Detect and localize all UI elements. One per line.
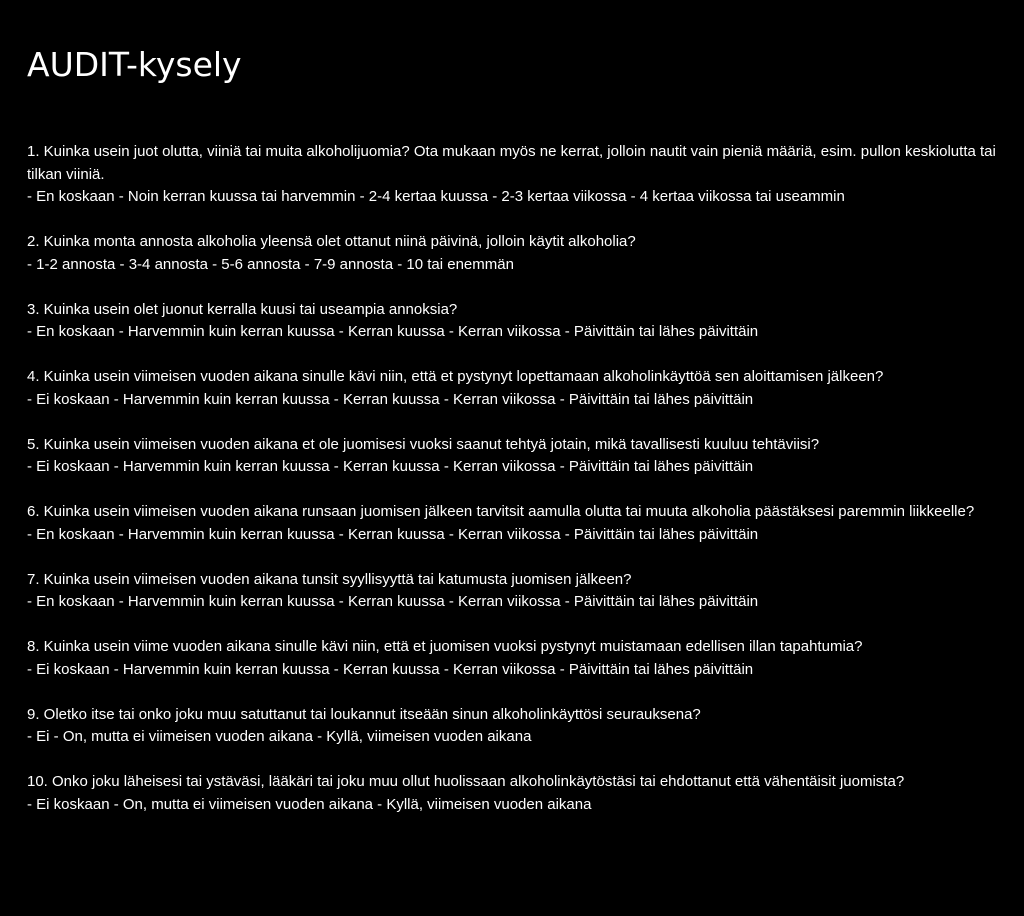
answer-options: - Ei koskaan - Harvemmin kuin kerran kuussa - Kerran kuussa - Kerran viikossa - Päivittäin tai lähes päivittäin xyxy=(27,660,754,678)
question-text: 10. Onko joku läheisesi tai ystäväsi, lääkäri tai joku muu ollut huolissaan alkoholinkäytöstäsi tai ehdottanut että vähentäisit juomista? xyxy=(27,773,905,790)
answer-options: - Ei koskaan - Harvemmin kuin kerran kuussa - Kerran kuussa - Kerran viikossa - Päivittäin tai lähes päivittäin xyxy=(27,458,754,475)
answer-options: - Ei - On, mutta ei viimeisen vuoden aikana - Kyllä, viimeisen vuoden aikana xyxy=(27,728,532,745)
answer-options: - Ei koskaan - On, mutta ei viimeisen vuoden aikana - Kyllä, viimeisen vuoden aikana xyxy=(27,795,592,813)
question-list xyxy=(27,141,1012,839)
question-5 xyxy=(27,434,1012,479)
question-text: 6. Kuinka usein viimeisen vuoden aikana runsaan juomisen jälkeen tarvitsit aamulla olutta tai muuta alkoholia päästäksesi paremmin liikkeelle? xyxy=(27,503,975,520)
answer-options: - En koskaan - Harvemmin kuin kerran kuussa - Kerran kuussa - Kerran viikossa - Päivittäin tai lähes päivittäin xyxy=(27,593,759,610)
question-4 xyxy=(27,366,1012,411)
answer-options: - 1-2 annosta - 3-4 annosta - 5-6 annosta - 7-9 annosta - 10 tai enemmän xyxy=(27,255,514,273)
answer-options: - En koskaan - Harvemmin kuin kerran kuussa - Kerran kuussa - Kerran viikossa - Päivittäin tai lähes päivittäin xyxy=(27,525,759,543)
answer-options: - En koskaan - Harvemmin kuin kerran kuussa - Kerran kuussa - Kerran viikossa - Päivittäin tai lähes päivittäin xyxy=(27,323,759,340)
question-text: 4. Kuinka usein viimeisen vuoden aikana sinulle kävi niin, että et pystynyt lopettamaan alkoholinkäyttöä sen aloittamisen jälkeen? xyxy=(27,368,884,385)
question-6 xyxy=(27,501,1012,546)
question-text: 1. Kuinka usein juot olutta, viiniä tai muita alkoholijuomia? Ota mukaan myös ne kerrat, jolloin nautit vain pieniä määriä, esim. pullon keskiolutta tai tilkan viiniä. xyxy=(27,143,996,183)
question-text: 2. Kuinka monta annosta alkoholia yleensä olet ottanut niinä päivinä, jolloin käytit alkoholia? xyxy=(27,233,636,250)
question-2 xyxy=(27,231,1012,276)
question-text: 3. Kuinka usein olet juonut kerralla kuusi tai useampia annoksia? xyxy=(27,300,458,318)
question-8 xyxy=(27,636,1012,681)
answer-options: - Ei koskaan - Harvemmin kuin kerran kuussa - Kerran kuussa - Kerran viikossa - Päivittäin tai lähes päivittäin xyxy=(27,390,754,408)
question-text: 8. Kuinka usein viime vuoden aikana sinulle kävi niin, että et juomisen vuoksi pystynyt muistamaan edellisen illan tapahtumia? xyxy=(27,638,863,655)
question-3 xyxy=(27,299,1012,344)
answer-options: - En koskaan - Noin kerran kuussa tai harvemmin - 2-4 kertaa kuussa - 2-3 kertaa viikossa - 4 kertaa viikossa tai useammin xyxy=(27,188,845,205)
slide-title: AUDIT-kysely xyxy=(27,45,242,84)
question-1 xyxy=(27,141,1012,209)
question-9 xyxy=(27,704,1012,749)
question-7 xyxy=(27,569,1012,614)
question-10 xyxy=(27,771,1012,816)
question-text: 9. Oletko itse tai onko joku muu satuttanut tai loukannut itseään sinun alkoholinkäyttösi seurauksena? xyxy=(27,705,701,723)
question-text: 5. Kuinka usein viimeisen vuoden aikana et ole juomisesi vuoksi saanut tehtyä jotain, mikä tavallisesti kuuluu tehtäviisi? xyxy=(27,435,820,453)
question-text: 7. Kuinka usein viimeisen vuoden aikana tunsit syyllisyyttä tai katumusta juomisen jälkeen? xyxy=(27,570,632,588)
